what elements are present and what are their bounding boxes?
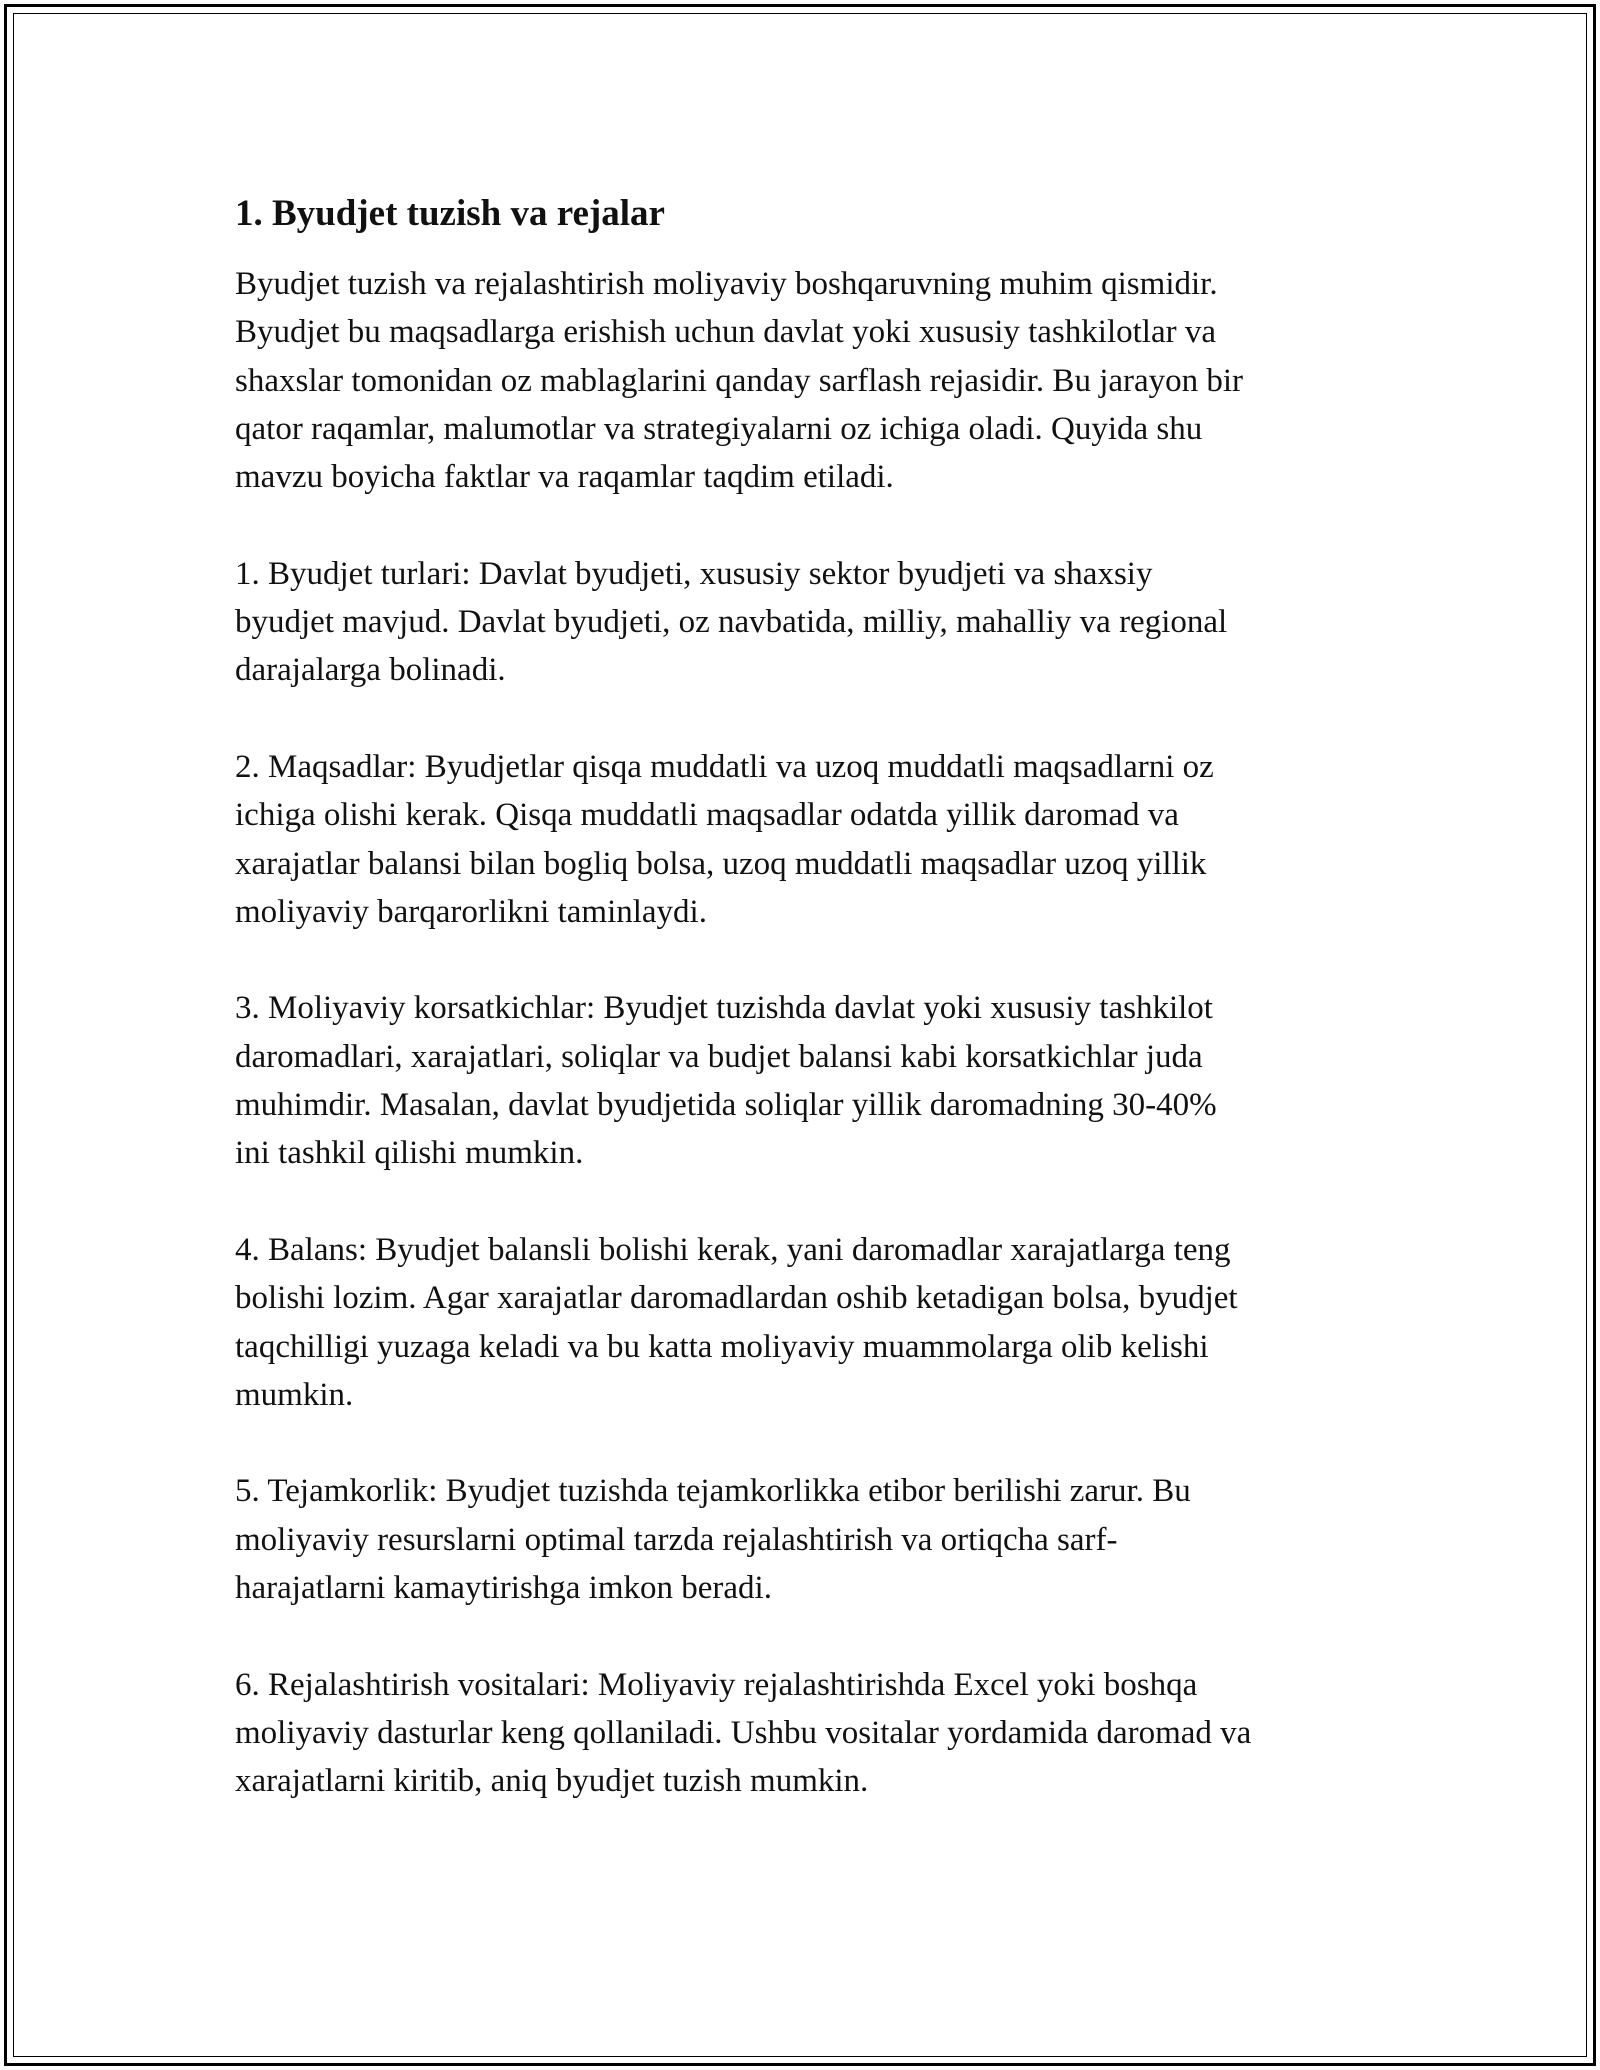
paragraph-budget-types: 1. Byudjet turlari: Davlat byudjeti, xususiy sektor byudjeti va shaxsiy byudjet mavjud. Davlat byudjeti, oz navbatida, milliy, mahalliy va regional darajalarga bolinadi. (235, 555, 1228, 689)
paragraph-planning-tools: 6. Rejalashtirish vositalari: Moliyaviy rejalashtirishda Excel yoki boshqa moliyaviy dasturlar keng qollaniladi. Ushbu vositalar yordamida daromad va xarajatlarni kiritib, aniq byudjet tuzish mumkin. (235, 1666, 1252, 1800)
paragraph-goals: 2. Maqsadlar: Byudjetlar qisqa muddatli va uzoq muddatli maqsadlarni oz ichiga olishi kerak. Qisqa muddatli maqsadlar odatda yillik daromad va xarajatlar balansi bilan bogliq bolsa, uzoq muddatli maqsadlar uzoq yillik moliyaviy barqarorlikni taminlaydi. (235, 748, 1214, 930)
intro-paragraph: Byudjet tuzish va rejalashtirish moliyaviy boshqaruvning muhim qismidir. Byudjet bu maqsadlarga erishish uchun davlat yoki xususiy tashkilotlar va shaxslar tomonidan oz mablaglarini qanday sarflash rejasidir. Bu jarayon bir qator raqamlar, malumotlar va strategiyalarni oz ichiga oladi. Quyida shu mavzu boyicha faktlar va raqamlar taqdim etiladi. (235, 266, 1244, 496)
paragraph-financial-indicators: 3. Moliyaviy korsatkichlar: Byudjet tuzishda davlat yoki xususiy tashkilot daromadlari, xarajatlari, soliqlar va budjet balansi kabi korsatkichlar juda muhimdir. Masalan, davlat byudjetida soliqlar yillik daromadning 30-40% ini tashkil qilishi mumkin. (235, 990, 1217, 1172)
paragraph-thrift: 5. Tejamkorlik: Byudjet tuzishda tejamkorlikka etibor berilishi zarur. Bu moliyaviy resurslarni optimal tarzda rejalashtirish va ortiqcha sarf- harajatlarni kamaytirishga imkon beradi. (235, 1473, 1191, 1607)
section-heading: 1. Byudjet tuzish va rejalar (235, 193, 665, 234)
document-body (235, 190, 1385, 1806)
paragraph-balance: 4. Balans: Byudjet balansli bolishi kerak, yani daromadlar xarajatlarga teng bolishi lozim. Agar xarajatlar daromadlardan oshib ketadigan bolsa, byudjet taqchilligi yuzaga keladi va bu katta moliyaviy muammolarga olib kelishi mumkin. (235, 1231, 1238, 1413)
